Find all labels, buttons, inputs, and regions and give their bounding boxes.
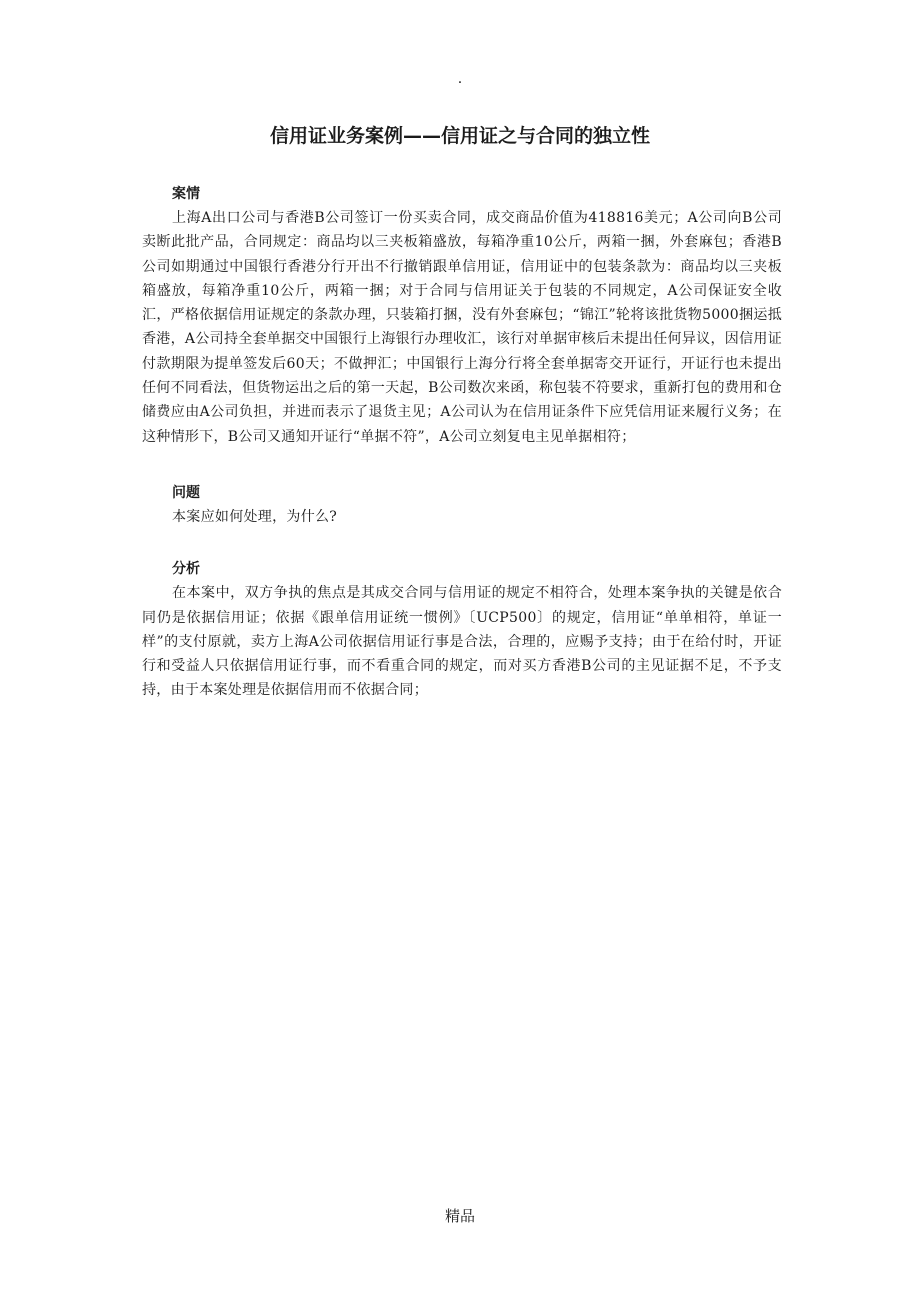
section-spacer (142, 449, 782, 481)
document-title: 信用证业务案例——信用证之与合同的独立性 (269, 125, 650, 147)
section-case (142, 182, 782, 449)
section-question (142, 481, 782, 529)
section-heading-question: 问题 (172, 484, 200, 501)
section-heading-analysis: 分析 (172, 561, 200, 578)
header-mark: . (457, 71, 463, 87)
section-body-analysis: 在本案中，双方争执的焦点是其成交合同与信用证的规定不相符合，处理本案争执的关键是依合同仍是依据信用证；依据《跟单信用证统一惯例》〔UCP500〕的规定，信用证“单单相符，单证一样”的支付原就，卖方上海A公司依据信用证行事是合法，合理的，应赐予支持；由于在给付时，开证行和受益人只依据信用证行事，而不看重合同的规定，而对买方香港B公司的主见证据不足，不予支持，由于本案处理是依据信用而不依据合同； (142, 585, 782, 699)
document-body (142, 182, 782, 703)
section-spacer (142, 529, 782, 557)
section-heading-case: 案情 (172, 186, 200, 202)
section-body-case: 上海A出口公司与香港B公司签订一份买卖合同，成交商品价值为418816美元；A公司向B公司卖断此批产品，合同规定：商品均以三夹板箱盛放，每箱净重10公斤，两箱一捆，外套麻包；香港B公司如期通过中国银行香港分行开出不行撤销跟单信用证，信用证中的包装条款为：商品均以三夹板箱盛放，每箱净重10公斤，两箱一捆；对于合同与信用证关于包装的不同规定，A公司保证安全收汇，严格依据信用证规定的条款办理，只装箱打捆，没有外套麻包；“锦江”轮将该批货物5000捆运抵香港，A公司持全套单据交中国银行上海银行办理收汇，该行对单据审核后未提出任何异议，因信用证付款期限为提单签发后60天；不做押汇；中国银行上海分行将全套单据寄交开证行，开证行也未提出任何不同看法，但货物运出之后的第一天起，B公司数次来函，称包装不符要求，重新打包的费用和仓储费应由A公司负担，并进而表示了退货主见；A公司认为在信用证条件下应凭信用证来履行义务；在这种情形下，B公司又通知开证行“单据不符”，A公司立刻复电主见单据相符； (142, 210, 782, 445)
section-body-question: 本案应如何处理，为什么? (172, 508, 338, 525)
footer-label: 精品 (444, 1207, 475, 1225)
section-analysis (142, 557, 782, 702)
